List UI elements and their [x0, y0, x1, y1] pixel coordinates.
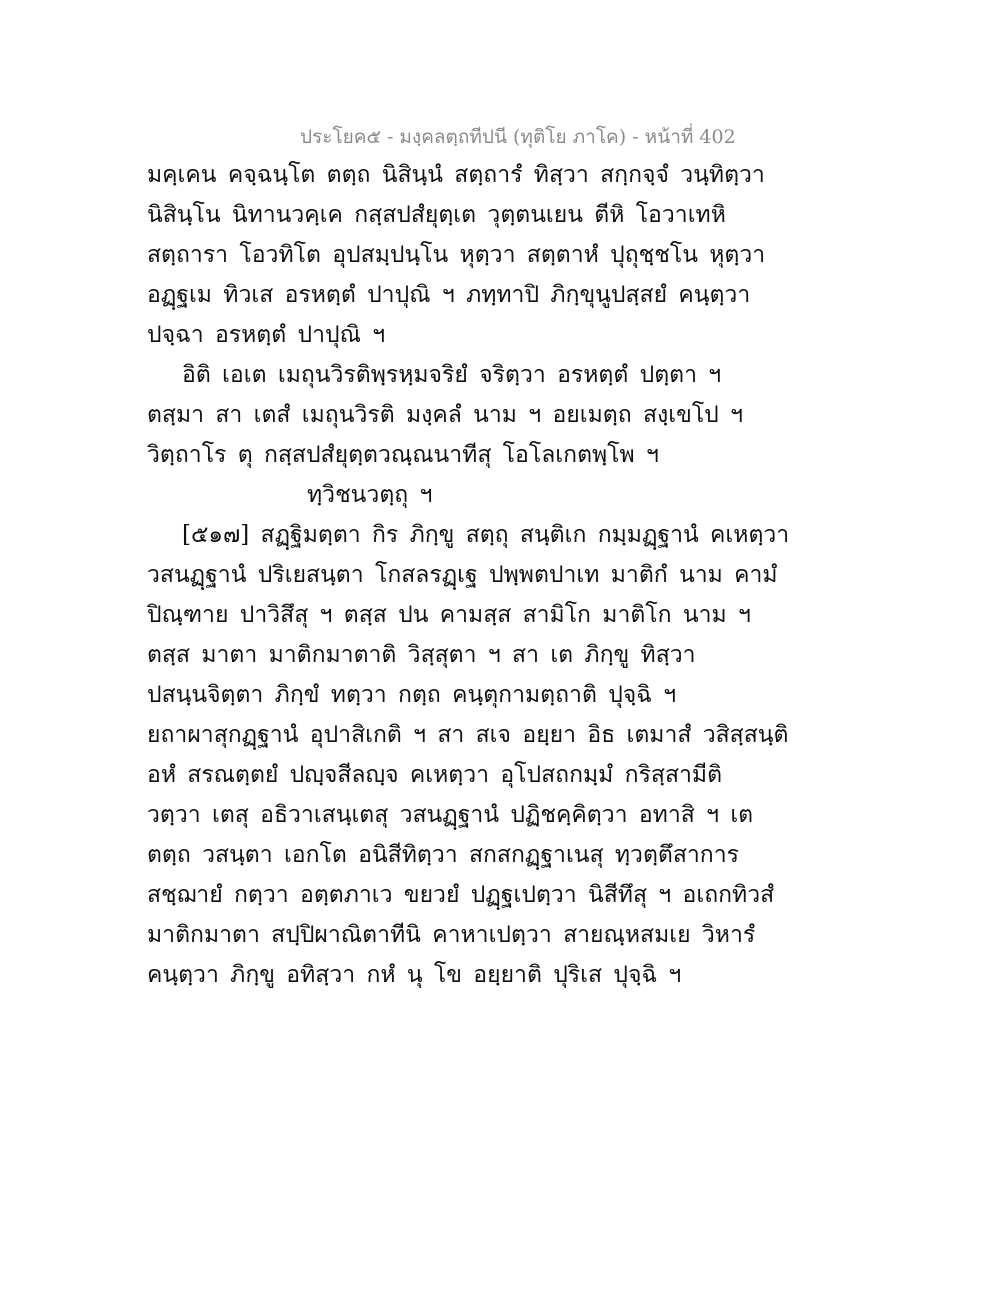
- text-line: วตฺวา เตสุ อธิวาเสนฺเตสุ วสนฏฺฐานํ ปฏิชคฺคิตฺวา อทาสิ ฯ เต: [147, 802, 754, 828]
- text-line: นิสินฺโน นิทานวคฺเค กสฺสปสํยุตฺเต วุตฺตนเยน ตีหิ โอวาเทหิ: [147, 202, 726, 228]
- running-header: ประโยค๕ - มงฺคลตฺถทีปนี (ทุติโย ภาโค) - หน้าที่ 402: [300, 126, 736, 148]
- section-title: ทฺวิชนวตฺถุ ฯ: [307, 482, 433, 508]
- text-line: ปสนฺนจิตฺตา ภิกฺขํ ทตฺวา กตฺถ คนฺตุกามตฺถาติ ปุจฺฉิ ฯ: [147, 682, 677, 708]
- body-text: [147, 155, 790, 995]
- text-line: วสนฏฺฐานํ ปริเยสนฺตา โกสลรฏฺเฐ ปพฺพตปาเท มาติกํ นาม คามํ: [147, 562, 778, 588]
- text-line: ตสฺมา สา เตสํ เมถุนวิรติ มงฺคลํ นาม ฯ อยเมตฺถ สงฺเขโป ฯ: [147, 402, 743, 428]
- text-line: สตฺถารา โอวทิโต อุปสมฺปนฺโน หุตฺวา สตฺตาหํ ปุถุชฺชโน หุตฺวา: [147, 242, 766, 268]
- text-line: สชฺฌายํ กตฺวา อตฺตภาเว ขยวยํ ปฏฺฐเปตฺวา นิสีทึสุ ฯ อเถกทิวสํ: [147, 882, 775, 908]
- text-line: วิตฺถาโร ตุ กสฺสปสํยุตฺตวณฺณนาทีสุ โอโลเกตพฺโพ ฯ: [147, 442, 659, 468]
- text-line: ตตฺถ วสนฺตา เอกโต อนิสีทิตฺวา สกสกฏฺฐาเนสุ ทฺวตฺตึสาการ: [147, 842, 739, 868]
- text-line: ตสฺส มาตา มาติกมาตาติ วิสฺสุตา ฯ สา เต ภิกฺขู ทิสฺวา: [147, 642, 696, 668]
- text-line: อฏฺฐเม ทิวเส อรหตฺตํ ปาปุณิ ฯ ภทฺทาปิ ภิกฺขุนูปสฺสยํ คนฺตฺวา: [147, 282, 751, 308]
- text-line: ปิณฺฑาย ปาวิสึสุ ฯ ตสฺส ปน คามสฺส สามิโก มาติโก นาม ฯ: [147, 602, 751, 628]
- paragraph-first-line: [๕๑๗] สฏฺฐิมตฺตา กิร ภิกฺขู สตฺถุ สนฺติเก กมฺมฏฺฐานํ คเหตฺวา: [182, 522, 790, 548]
- text-line: อหํ สรณตฺตยํ ปญฺจสีลญฺจ คเหตฺวา อุโปสถกมฺมํ กริสฺสามีติ: [147, 762, 723, 788]
- paragraph-first-line: อิติ เอเต เมถุนวิรติพฺรหฺมจริยํ จริตฺวา อรหตฺตํ ปตฺตา ฯ: [182, 362, 722, 388]
- text-line: มคฺเคน คจฺฉนฺโต ตตฺถ นิสินฺนํ สตฺถารํ ทิสฺวา สกฺกจฺจํ วนฺทิตฺวา: [147, 162, 765, 188]
- text-line: มาติกมาตา สปฺปิผาณิตาทีนิ คาหาเปตฺวา สายณฺหสมเย วิหารํ: [147, 922, 756, 948]
- text-line: คนฺตฺวา ภิกฺขู อทิสฺวา กหํ นุ โข อยฺยาติ ปุริเส ปุจฺฉิ ฯ: [147, 962, 682, 988]
- text-line: ยถาผาสุกฏฺฐานํ อุปาสิเกติ ฯ สา สเจ อยฺยา อิธ เตมาสํ วสิสฺสนฺติ: [147, 722, 789, 748]
- text-line: ปจฺฉา อรหตฺตํ ปาปุณิ ฯ: [147, 322, 386, 348]
